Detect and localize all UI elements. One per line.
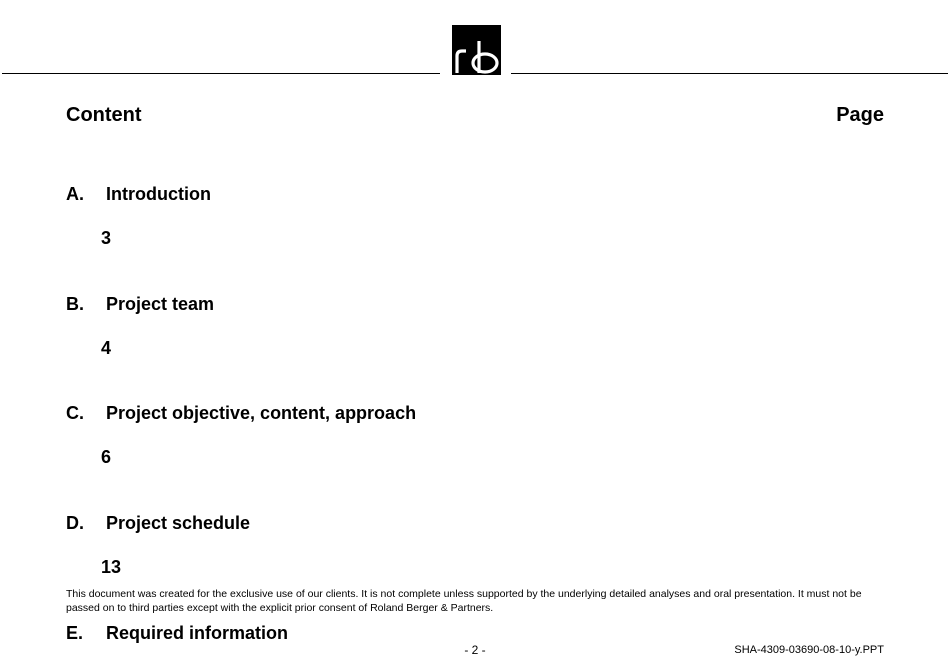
toc-entry-b[interactable] [66,293,886,359]
disclaimer-text: This document was created for the exclusive use of our clients. It is not complete unless supported by the underlying detailed analyses and oral presentation. It must not be passed on to third parties except with the explicit prior consent of Roland Berger & Partners. [66,588,862,614]
toc-entry-title: Introduction [106,184,211,204]
toc-entry-letter: D. [66,513,84,533]
toc-entry-c[interactable] [66,402,886,468]
toc-entry-title: Required information [106,623,289,643]
toc-entry-letter: B. [66,294,84,314]
toc-entry-title: Project objective, content, approach [106,403,417,423]
rb-logo-icon [452,25,501,75]
header-rule-right [511,73,948,74]
toc-entry-page: 4 [101,338,112,358]
page-column-heading: Page [836,104,884,126]
toc-entry-a[interactable] [66,183,886,249]
content-heading: Content [66,104,142,126]
toc-entry-d[interactable] [66,512,886,578]
toc-entry-letter: C. [66,403,84,423]
toc-entry-page: 3 [101,228,112,248]
toc-entry-page: 13 [101,557,122,577]
toc-entry-page: 6 [101,447,112,467]
toc-entry-letter: E. [66,623,84,643]
toc-entry-letter: A. [66,184,84,204]
toc-entry-title: Project schedule [106,513,251,533]
toc-entry-e[interactable] [66,622,886,644]
toc-entry-title: Project team [106,294,215,314]
footer-page-number: - 2 - [464,643,486,657]
header-rule-left [2,73,440,74]
footer-document-id: SHA-4309-03690-08-10-y.PPT [734,644,884,656]
